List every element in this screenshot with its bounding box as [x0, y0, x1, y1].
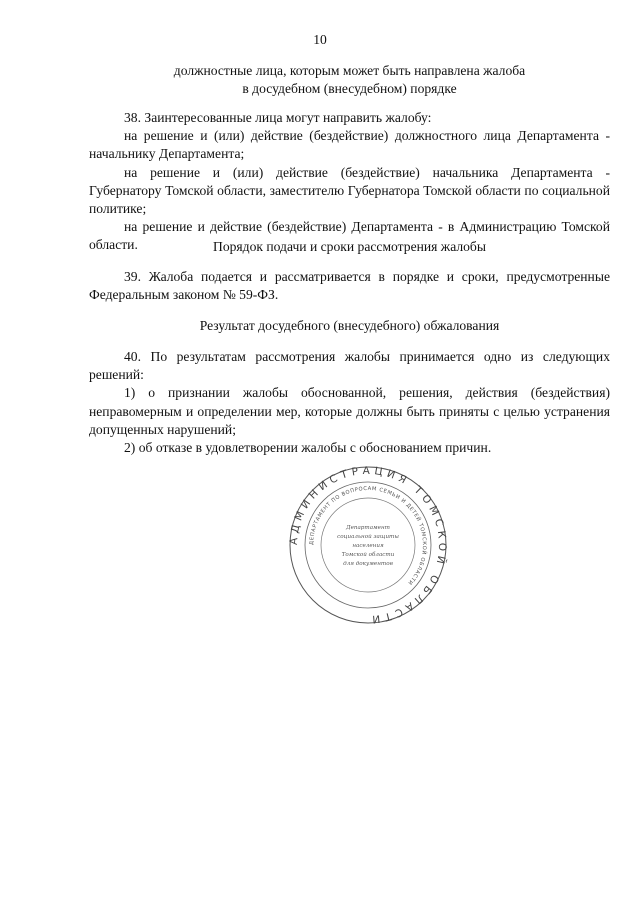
svg-text:Департамент: Департамент	[346, 525, 390, 531]
section-heading-procedure: Порядок подачи и сроки рассмотрения жалобы	[213, 239, 486, 254]
paragraph-38-item-2: на решение и (или) действие (бездействие) начальника Департамента - Губернатору Томской области, заместителю Губернатора Томской области по социальной политике;	[89, 164, 610, 217]
svg-text:социальной защиты: социальной защиты	[337, 534, 399, 540]
paragraph-group-38	[89, 109, 610, 255]
svg-text:Томской области: Томской области	[341, 552, 395, 558]
section-heading-result: Результат досудебного (внесудебного) обжалования	[199, 318, 500, 333]
stamp-inner-text: ДЕПАРТАМЕНТ ПО ВОПРОСАМ СЕМЬИ И ДЕТЕЙ ТОМСКОЙ ОБЛАСТИ	[308, 485, 428, 586]
paragraph-38-intro: 38. Заинтересованные лица могут направить жалобу:	[124, 110, 432, 125]
svg-text:населения: населения	[352, 543, 384, 549]
official-seal-stamp	[288, 465, 448, 625]
svg-text:для документов: для документов	[343, 561, 393, 567]
paragraph-39: 39. Жалоба подается и рассматривается в порядке и сроки, предусмотренные Федеральным законом № 59-ФЗ.	[89, 269, 610, 303]
paragraph-group-39	[89, 268, 610, 304]
paragraph-38-item-1: на решение и (или) действие (бездействие) должностного лица Департамента - начальнику Департамента;	[89, 128, 610, 162]
stamp-center-text	[337, 525, 399, 567]
heading-line: должностные лица, которым может быть направлена жалоба	[173, 63, 526, 78]
paragraph-38-item-3: на решение и действие (бездействие) Департамента - в Администрацию Томской области.	[89, 219, 610, 253]
section-heading-appeal-officials	[89, 62, 610, 98]
stamp-outer-text: АДМИНИСТРАЦИЯ ТОМСКОЙ ОБЛАСТИ	[288, 465, 448, 625]
paragraph-group-40	[89, 348, 610, 457]
paragraph-40-item-2: 2) об отказе в удовлетворении жалобы с обоснованием причин.	[124, 440, 492, 456]
page-number: 10	[313, 32, 327, 47]
heading-line: в досудебном (внесудебном) порядке	[242, 81, 457, 97]
paragraph-40-intro: 40. По результатам рассмотрения жалобы принимается одно из следующих решений:	[89, 349, 610, 383]
paragraph-40-item-1: 1) о признании жалобы обоснованной, решения, действия (бездействия) неправомерным и определении мер, которые должны быть приняты с целью устранения допущенных нарушений;	[89, 385, 610, 437]
